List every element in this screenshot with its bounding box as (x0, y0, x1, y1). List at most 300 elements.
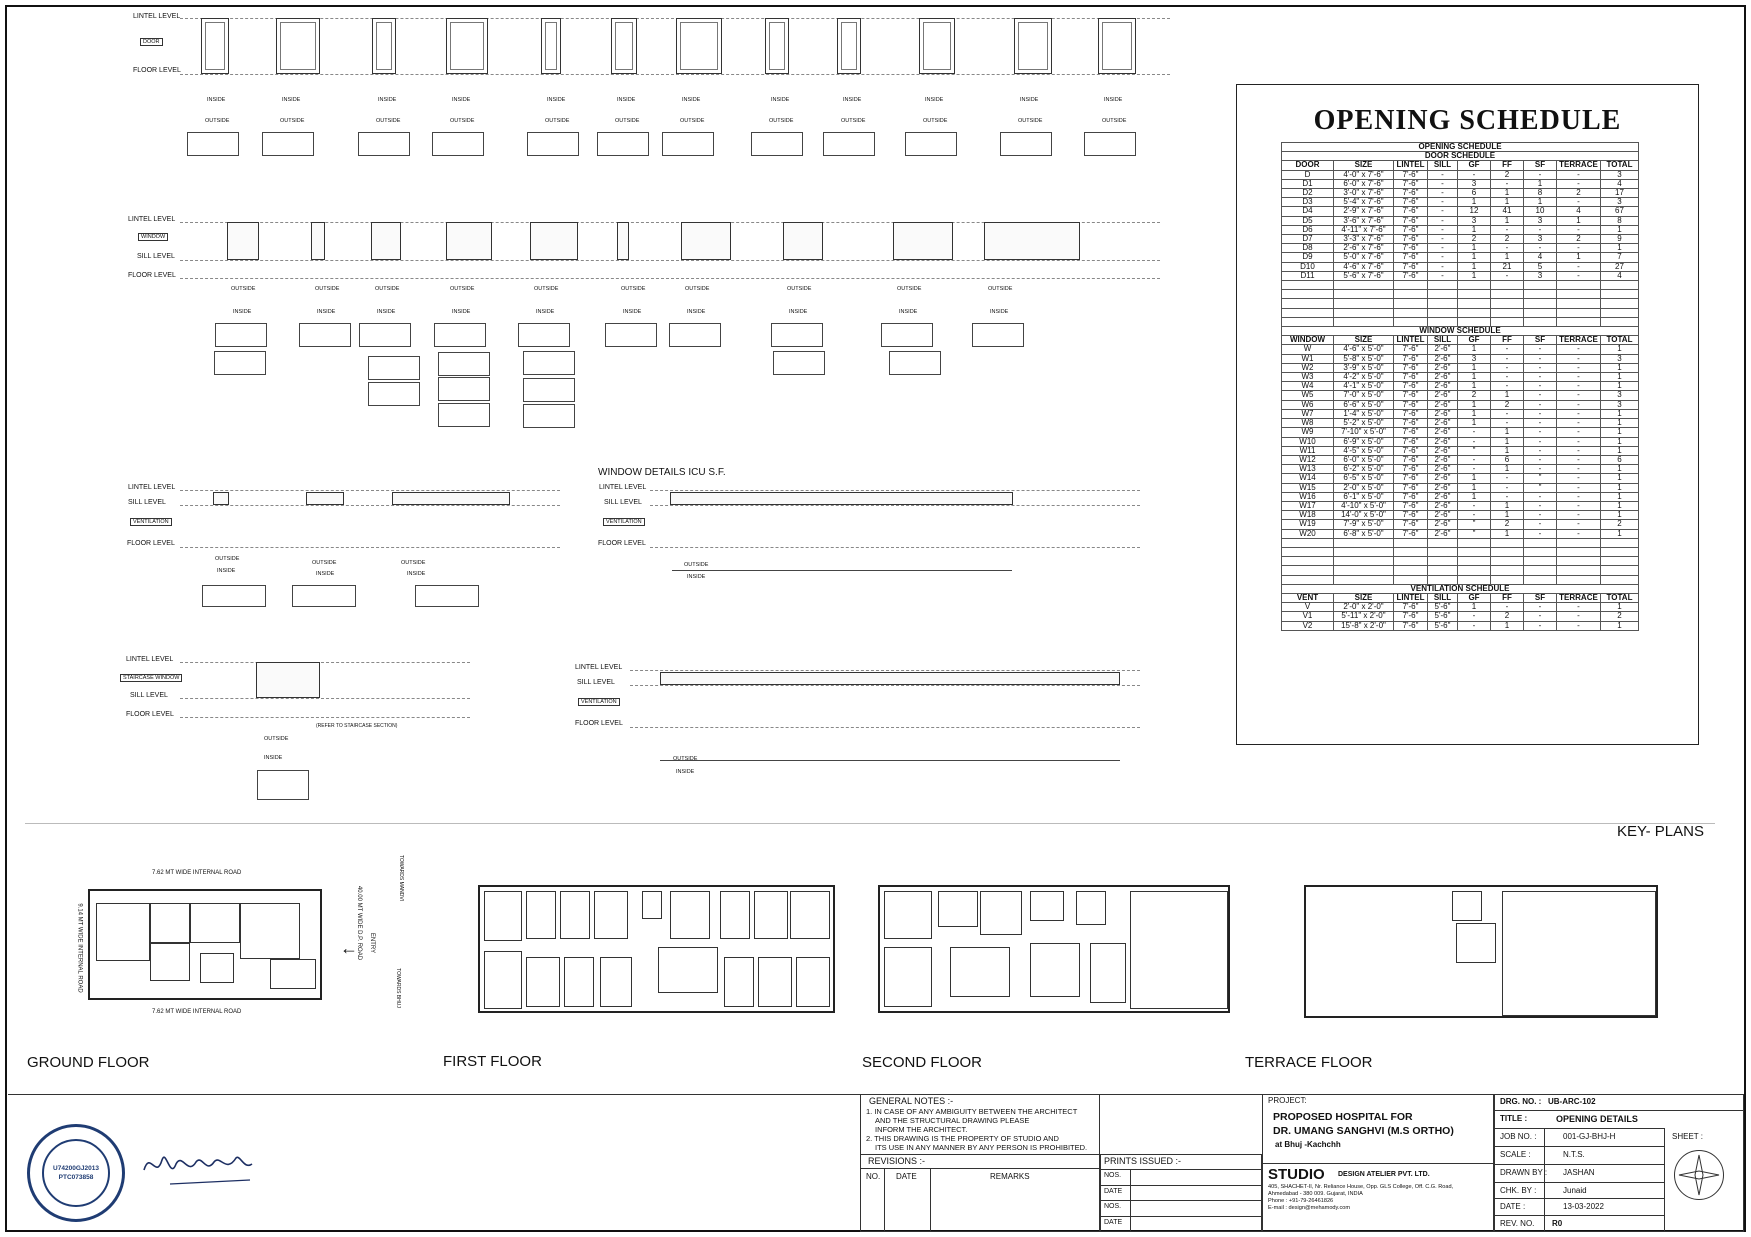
column-header: SILL (1428, 593, 1458, 602)
schedule-cell: - (1557, 271, 1601, 280)
outside-label: OUTSIDE (1102, 118, 1127, 124)
lintel-level-label: LINTEL LEVEL (126, 656, 174, 663)
inside-label: INSIDE (925, 97, 944, 103)
schedule-row (1282, 529, 1639, 538)
outside-label: OUTSIDE (280, 118, 305, 124)
first-floor-plan (478, 885, 835, 1013)
outside-label: OUTSIDE (673, 756, 698, 762)
outside-label: OUTSIDE (534, 286, 559, 292)
schedule-cell: - (1491, 419, 1524, 428)
inside-label: INSIDE (676, 769, 695, 775)
schedule-cell: - (1557, 428, 1601, 437)
inside-label: INSIDE (217, 568, 236, 574)
window-elevation (893, 222, 953, 260)
window-elevation (530, 222, 578, 260)
schedule-cell: W12 (1282, 455, 1334, 464)
outside-label: OUTSIDE (315, 286, 340, 292)
inside-label: INSIDE (536, 309, 555, 315)
window-info-box (773, 351, 825, 375)
prints-row-label: NOS. (1104, 1172, 1122, 1179)
column-header: SF (1524, 161, 1557, 170)
schedule-cell: 41 (1491, 207, 1524, 216)
schedule-row (1282, 501, 1639, 510)
schedule-row (1282, 511, 1639, 520)
schedule-row (1282, 437, 1639, 446)
schedule-cell: 4'-6" x 5'-0" (1334, 345, 1394, 354)
schedule-cell: - (1458, 501, 1491, 510)
schedule-cell: 2'-6" (1428, 373, 1458, 382)
schedule-cell: 8 (1601, 216, 1639, 225)
column-header: DOOR (1282, 161, 1334, 170)
icu-window-title: WINDOW DETAILS ICU S.F. (598, 467, 726, 478)
schedule-cell: - (1557, 262, 1601, 271)
outside-label: OUTSIDE (615, 118, 640, 124)
schedule-cell: 4 (1557, 207, 1601, 216)
window-tag: WINDOW (138, 233, 168, 241)
schedule-cell: 3 (1524, 235, 1557, 244)
schedule-cell: - (1524, 170, 1557, 179)
schedule-cell: W9 (1282, 428, 1334, 437)
outside-label: OUTSIDE (988, 286, 1013, 292)
schedule-cell: 7'-6" (1394, 345, 1428, 354)
schedule-cell: 1 (1601, 529, 1639, 538)
schedule-cell: - (1557, 455, 1601, 464)
schedule-cell: 2'-6" (1428, 382, 1458, 391)
schedule-cell: 2'-6" (1428, 345, 1458, 354)
window-info-box (889, 351, 941, 375)
schedule-cell: " (1458, 446, 1491, 455)
schedule-cell: 7'-6" (1394, 511, 1428, 520)
schedule-cell: 1 (1601, 419, 1639, 428)
inside-label: INSIDE (317, 309, 336, 315)
schedule-cell: - (1458, 428, 1491, 437)
outside-label: OUTSIDE (684, 562, 709, 568)
outside-label: OUTSIDE (897, 286, 922, 292)
schedule-cell: - (1557, 446, 1601, 455)
schedule-cell: 2'-6" x 7'-6" (1334, 244, 1394, 253)
schedule-cell: 7'-6" (1394, 271, 1428, 280)
outside-label: OUTSIDE (1018, 118, 1043, 124)
schedule-cell: - (1428, 271, 1458, 280)
schedule-cell: 2'-6" (1428, 492, 1458, 501)
schedule-cell: 7'-6" (1394, 492, 1428, 501)
schedule-cell: 1 (1458, 474, 1491, 483)
schedule-cell: 1 (1458, 492, 1491, 501)
schedule-row (1282, 179, 1639, 188)
prints-issued-title: PRINTS ISSUED :- (1104, 1156, 1182, 1166)
schedule-cell: - (1524, 465, 1557, 474)
window-header-row (1282, 336, 1639, 345)
column-header: TOTAL (1601, 161, 1639, 170)
schedule-cell: 1 (1458, 382, 1491, 391)
outside-label: OUTSIDE (312, 560, 337, 566)
column-header: SILL (1428, 336, 1458, 345)
outside-label: OUTSIDE (215, 556, 240, 562)
road-left-label: 9.14 MT WIDE INTERNAL ROAD (76, 903, 83, 993)
opening-schedule-panel (1236, 84, 1699, 745)
window-elevation (371, 222, 401, 260)
window-elevation (617, 222, 629, 260)
schedule-cell: " (1524, 474, 1557, 483)
outside-label: OUTSIDE (450, 286, 475, 292)
inside-label: INSIDE (207, 97, 226, 103)
column-header: GF (1458, 336, 1491, 345)
inside-label: INSIDE (378, 97, 397, 103)
schedule-cell: 6'-1" x 5'-0" (1334, 492, 1394, 501)
ground-floor-plan (88, 889, 322, 1000)
signature-icon (140, 1140, 260, 1190)
schedule-cell: - (1557, 612, 1601, 621)
inside-label: INSIDE (407, 571, 426, 577)
prints-row-label: NOS. (1104, 1203, 1122, 1210)
schedule-cell: 1 (1458, 483, 1491, 492)
schedule-cell: D1 (1282, 179, 1334, 188)
inside-label: INSIDE (452, 97, 471, 103)
schedule-cell: 1 (1524, 179, 1557, 188)
schedule-row (1282, 492, 1639, 501)
schedule-cell: 5'-8" x 5'-0" (1334, 354, 1394, 363)
window-info-box (214, 351, 266, 375)
long-vent-elevation (660, 672, 1120, 685)
schedule-cell: - (1428, 253, 1458, 262)
schedule-cell: 7'-6" (1394, 235, 1428, 244)
schedule-cell: 1 (1601, 437, 1639, 446)
opening-schedule-caption: OPENING SCHEDULE (1282, 143, 1639, 152)
schedule-cell: - (1557, 474, 1601, 483)
prints-row-label: DATE (1104, 1219, 1123, 1226)
schedule-cell: - (1491, 382, 1524, 391)
door-elevation (1014, 18, 1052, 74)
window-info-box (368, 356, 420, 380)
schedule-row (1282, 419, 1639, 428)
outside-label: OUTSIDE (375, 286, 400, 292)
schedule-cell: 7'-6" (1394, 207, 1428, 216)
schedule-cell: - (1557, 483, 1601, 492)
schedule-cell: - (1557, 520, 1601, 529)
staircase-window-tag: STAIRCASE WINDOW (120, 674, 182, 682)
schedule-cell: 1'-4" x 5'-0" (1334, 409, 1394, 418)
schedule-cell: - (1524, 501, 1557, 510)
schedule-cell: - (1491, 373, 1524, 382)
schedule-row (1282, 198, 1639, 207)
window-info-box (523, 378, 575, 402)
schedule-cell: 1 (1458, 225, 1491, 234)
schedule-cell: - (1524, 345, 1557, 354)
schedule-cell: 7'-10" x 5'-0" (1334, 428, 1394, 437)
vent-schedule-caption: VENTILATION SCHEDULE (1282, 584, 1639, 593)
outside-label: OUTSIDE (685, 286, 710, 292)
schedule-cell: 3 (1458, 354, 1491, 363)
drg-no-value: UB-ARC-102 (1548, 1097, 1596, 1106)
schedule-cell: 6'-5" x 5'-0" (1334, 474, 1394, 483)
schedule-cell: - (1557, 244, 1601, 253)
schedule-cell: - (1557, 345, 1601, 354)
schedule-cell: - (1557, 354, 1601, 363)
project-label: PROJECT: (1268, 1096, 1307, 1105)
schedule-cell: 2'-6" (1428, 419, 1458, 428)
schedule-cell: 2 (1458, 391, 1491, 400)
email-line: E-mail : design@mehamody.com (1268, 1205, 1351, 1211)
seal-reg-1: U74200GJ2013 (53, 1165, 99, 1172)
schedule-cell: 2'-0" x 5'-0" (1334, 483, 1394, 492)
studio-full-name: DESIGN ATELIER PVT. LTD. (1338, 1171, 1430, 1178)
schedule-cell: 3'-3" x 7'-6" (1334, 235, 1394, 244)
schedule-cell: 27 (1601, 262, 1639, 271)
column-header: SIZE (1334, 161, 1394, 170)
project-line-1: PROPOSED HOSPITAL FOR (1273, 1111, 1413, 1123)
door-elevation (676, 18, 722, 74)
schedule-cell: - (1557, 529, 1601, 538)
schedule-row (1282, 603, 1639, 612)
door-info-box (751, 132, 803, 156)
note-line: 2. THIS DRAWING IS THE PROPERTY OF STUDIO AND (866, 1134, 1059, 1143)
schedule-cell: 15'-8" x 2'-0" (1334, 621, 1394, 630)
schedule-cell: - (1557, 391, 1601, 400)
schedule-cell: - (1557, 419, 1601, 428)
schedule-cell: 2'-0" x 2'-0" (1334, 603, 1394, 612)
schedule-cell: 8 (1524, 189, 1557, 198)
window-info-box (771, 323, 823, 347)
schedule-cell: 7'-6" (1394, 612, 1428, 621)
schedule-cell: " (1458, 529, 1491, 538)
schedule-cell: 1 (1601, 244, 1639, 253)
schedule-cell: - (1458, 170, 1491, 179)
schedule-cell: 4'-6" x 7'-6" (1334, 262, 1394, 271)
schedule-cell: 7'-6" (1394, 483, 1428, 492)
schedule-cell: 2'-6" (1428, 455, 1458, 464)
schedule-cell: 5 (1524, 262, 1557, 271)
schedule-cell: 1 (1458, 419, 1491, 428)
schedule-cell: W14 (1282, 474, 1334, 483)
schedule-cell: 1 (1601, 409, 1639, 418)
schedule-cell: - (1557, 198, 1601, 207)
schedule-cell: 3 (1601, 354, 1639, 363)
schedule-cell: - (1557, 603, 1601, 612)
schedule-cell: 1 (1601, 373, 1639, 382)
icu-vent-elevation (670, 492, 1013, 505)
entry-label: ENTRY (369, 932, 376, 954)
phone-line: Phone : +91-79-26461826 (1268, 1198, 1334, 1204)
schedule-cell: 4 (1601, 179, 1639, 188)
window-elevation (783, 222, 823, 260)
schedule-cell: 1 (1491, 189, 1524, 198)
inside-label: INSIDE (771, 97, 790, 103)
schedule-cell: 9 (1601, 235, 1639, 244)
north-arrow-icon (1674, 1150, 1724, 1200)
schedule-cell: 4'-1" x 5'-0" (1334, 382, 1394, 391)
door-info-box (597, 132, 649, 156)
column-header: FF (1491, 336, 1524, 345)
schedule-cell: 7'-6" (1394, 225, 1428, 234)
inside-label: INSIDE (899, 309, 918, 315)
schedule-cell: 2 (1601, 520, 1639, 529)
schedule-cell: W7 (1282, 409, 1334, 418)
door-elevation (765, 18, 789, 74)
column-header: FF (1491, 161, 1524, 170)
schedule-cell: 1 (1491, 253, 1524, 262)
schedule-row (1282, 225, 1639, 234)
vent-elevation (213, 492, 229, 505)
schedule-cell: 2'-6" (1428, 391, 1458, 400)
column-header: LINTEL (1394, 336, 1428, 345)
door-elevation (611, 18, 637, 74)
column-header: SILL (1428, 161, 1458, 170)
title-label: TITLE : (1500, 1114, 1528, 1123)
schedule-row (1282, 170, 1639, 179)
floor-level-label: FLOOR LEVEL (126, 711, 174, 718)
schedule-cell: 1 (1601, 511, 1639, 520)
door-elevation (372, 18, 396, 74)
schedule-cell: - (1524, 382, 1557, 391)
schedule-cell: 7'-6" (1394, 262, 1428, 271)
column-header: TOTAL (1601, 593, 1639, 602)
second-floor-plan (878, 885, 1230, 1013)
schedule-cell: 1 (1491, 391, 1524, 400)
schedule-cell: 1 (1458, 271, 1491, 280)
schedule-cell: 1 (1458, 400, 1491, 409)
first-floor-caption: FIRST FLOOR (443, 1053, 542, 1070)
schedule-cell: - (1557, 400, 1601, 409)
schedule-cell: - (1428, 170, 1458, 179)
schedule-cell: - (1491, 363, 1524, 372)
schedule-cell: W4 (1282, 382, 1334, 391)
schedule-cell: 5'-2" x 5'-0" (1334, 419, 1394, 428)
schedule-cell: 12 (1458, 207, 1491, 216)
schedule-row (1282, 345, 1639, 354)
schedule-cell: - (1458, 621, 1491, 630)
window-info-box (523, 351, 575, 375)
column-header: GF (1458, 593, 1491, 602)
schedule-cell: 4'-5" x 5'-0" (1334, 446, 1394, 455)
second-floor-caption: SECOND FLOOR (862, 1054, 983, 1071)
schedule-cell: 1 (1601, 345, 1639, 354)
schedule-row (1282, 354, 1639, 363)
job-label: JOB NO. : (1500, 1132, 1537, 1141)
schedule-row (1282, 483, 1639, 492)
sill-level-label: SILL LEVEL (577, 679, 615, 686)
column-header: SF (1524, 336, 1557, 345)
schedule-cell: 1 (1601, 483, 1639, 492)
column-header: SIZE (1334, 593, 1394, 602)
inside-label: INSIDE (843, 97, 862, 103)
terrace-floor-plan (1304, 885, 1658, 1018)
schedule-cell: - (1524, 244, 1557, 253)
schedule-cell: D11 (1282, 271, 1334, 280)
schedule-cell: 1 (1491, 511, 1524, 520)
schedule-cell: 2'-6" (1428, 400, 1458, 409)
column-header: GF (1458, 161, 1491, 170)
schedule-cell: 6'-0" x 5'-0" (1334, 455, 1394, 464)
schedule-cell: D6 (1282, 225, 1334, 234)
schedule-cell: - (1491, 474, 1524, 483)
schedule-cell: 1 (1491, 428, 1524, 437)
column-header: VENT (1282, 593, 1334, 602)
road-top-label: 7.62 MT WIDE INTERNAL ROAD (152, 870, 242, 876)
entry-arrow-icon: ← (340, 938, 358, 958)
company-seal (27, 1124, 125, 1222)
plan-line (660, 760, 1120, 761)
outside-label: OUTSIDE (841, 118, 866, 124)
schedule-cell: 2'-6" (1428, 483, 1458, 492)
schedule-cell: - (1557, 492, 1601, 501)
door-info-box (262, 132, 314, 156)
window-elevation (984, 222, 1080, 260)
schedule-cell: - (1557, 179, 1601, 188)
schedule-cell: - (1557, 501, 1601, 510)
schedule-cell: 2 (1491, 520, 1524, 529)
outside-label: OUTSIDE (545, 118, 570, 124)
schedule-cell: W3 (1282, 373, 1334, 382)
schedule-cell: - (1428, 189, 1458, 198)
schedule-cell: 1 (1601, 603, 1639, 612)
schedule-cell: 1 (1601, 225, 1639, 234)
schedule-cell: 10 (1524, 207, 1557, 216)
schedule-cell: 1 (1458, 409, 1491, 418)
floor-level-label: FLOOR LEVEL (598, 540, 646, 547)
schedule-cell: 1 (1601, 474, 1639, 483)
schedule-cell: 7'-6" (1394, 455, 1428, 464)
schedule-cell: D (1282, 170, 1334, 179)
schedule-cell: 2'-6" (1428, 501, 1458, 510)
inside-label: INSIDE (1104, 97, 1123, 103)
schedule-cell: - (1458, 511, 1491, 520)
sill-level-label: SILL LEVEL (130, 692, 168, 699)
schedule-cell: 2'-6" (1428, 354, 1458, 363)
column-header: WINDOW (1282, 336, 1334, 345)
door-elevation (1098, 18, 1136, 74)
schedule-title: OPENING SCHEDULE (1313, 105, 1622, 136)
outside-label: OUTSIDE (264, 736, 289, 742)
lintel-level-label: LINTEL LEVEL (133, 13, 181, 20)
schedule-cell: W11 (1282, 446, 1334, 455)
vent-header-row (1282, 593, 1639, 602)
schedule-cell: 7'-6" (1394, 419, 1428, 428)
schedule-cell: - (1491, 345, 1524, 354)
schedule-cell: 4'-10" x 5'-0" (1334, 501, 1394, 510)
outside-label: OUTSIDE (787, 286, 812, 292)
schedule-cell: 3 (1601, 170, 1639, 179)
door-info-box (358, 132, 410, 156)
rev-label: REV. NO. (1500, 1219, 1535, 1228)
schedule-cell: 4 (1601, 271, 1639, 280)
schedule-cell: 2 (1491, 612, 1524, 621)
schedule-cell: - (1491, 483, 1524, 492)
schedule-cell: 5'-0" x 7'-6" (1334, 253, 1394, 262)
inside-label: INSIDE (1020, 97, 1039, 103)
checked-by-value: Junaid (1563, 1186, 1587, 1195)
window-info-box (438, 377, 490, 401)
studio-name: STUDIO (1268, 1166, 1325, 1183)
door-info-box (905, 132, 957, 156)
schedule-cell: " (1458, 520, 1491, 529)
scale-value: N.T.S. (1563, 1150, 1585, 1159)
floor-level-label: FLOOR LEVEL (575, 720, 623, 727)
address-line: 405, SHACHET-II, Nr. Reliance House, Opp. GLS College, Off. C.G. Road, (1268, 1184, 1454, 1190)
schedule-cell: 3 (1601, 198, 1639, 207)
schedule-cell: 1 (1601, 382, 1639, 391)
general-notes-list (866, 1107, 1087, 1152)
schedule-cell: 1 (1557, 253, 1601, 262)
schedule-cell: 3 (1458, 216, 1491, 225)
window-info-box (881, 323, 933, 347)
inside-label: INSIDE (452, 309, 471, 315)
schedule-row (1282, 612, 1639, 621)
inside-label: INSIDE (316, 571, 335, 577)
window-elevation (446, 222, 492, 260)
schedule-cell: D9 (1282, 253, 1334, 262)
schedule-cell: - (1557, 621, 1601, 630)
schedule-cell: - (1428, 262, 1458, 271)
